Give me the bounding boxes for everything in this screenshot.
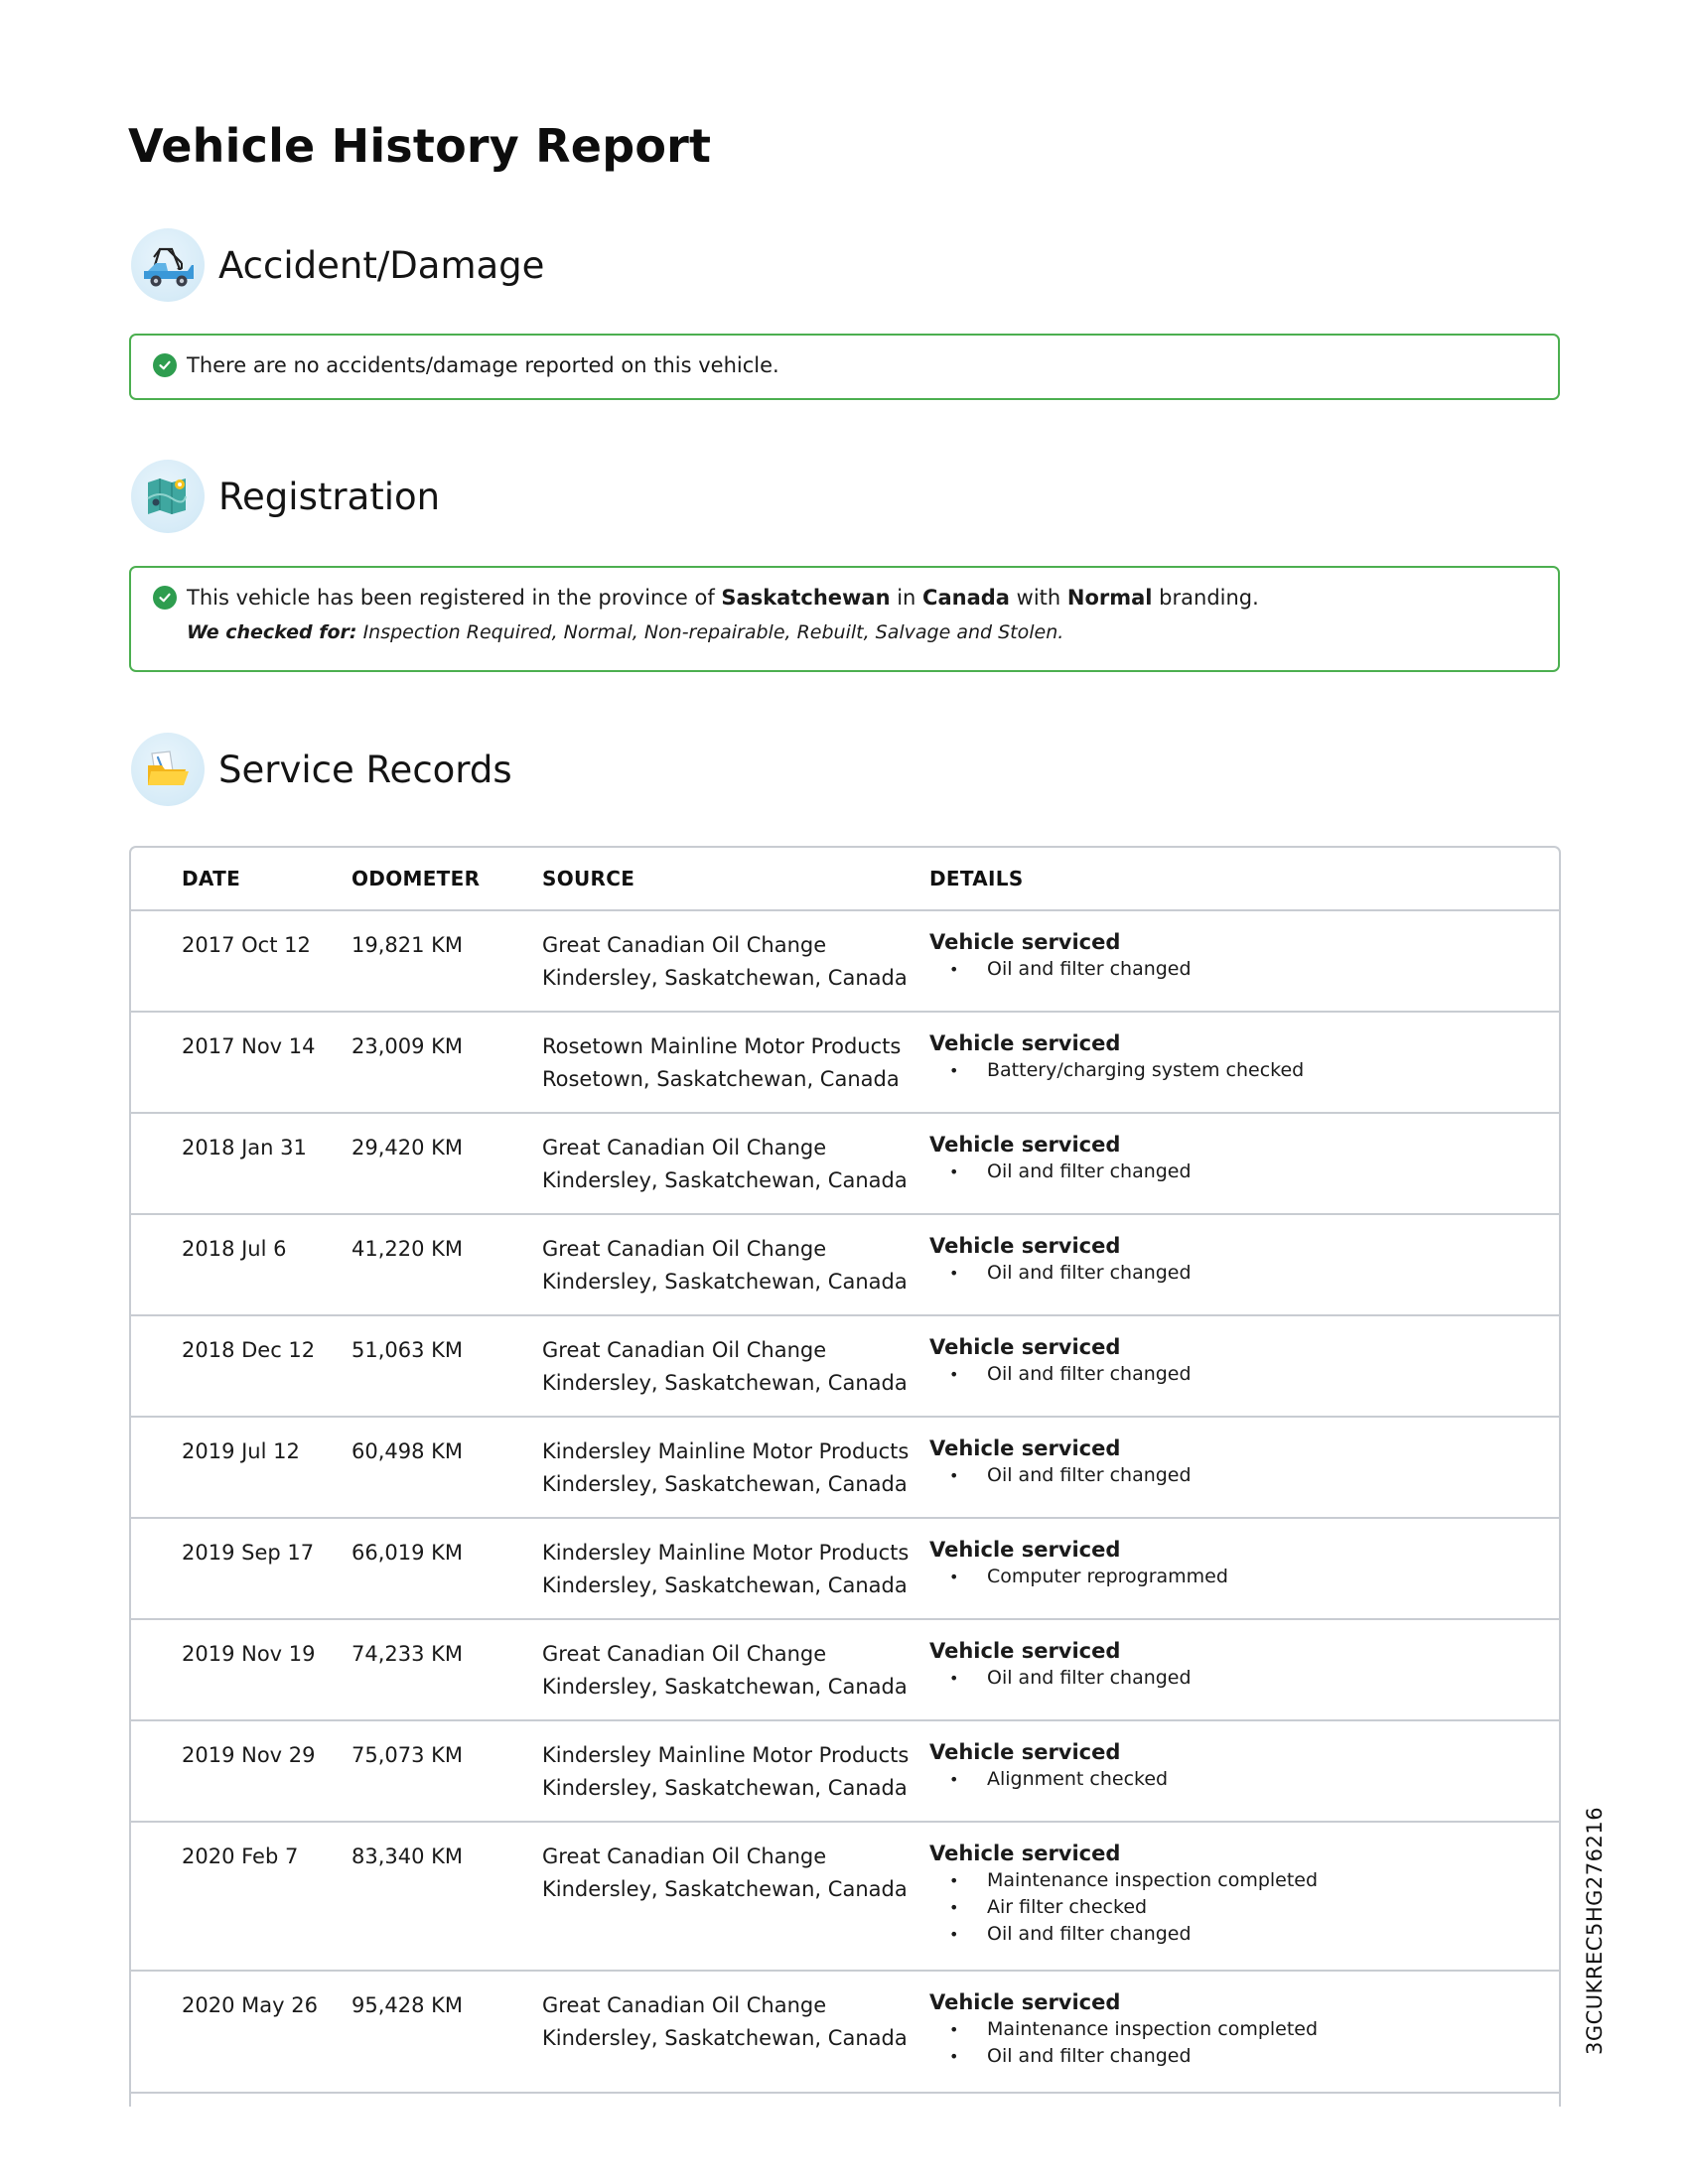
- record-odometer: 51,063 KM: [346, 1315, 540, 1417]
- detail-title: Vehicle serviced: [929, 1639, 1121, 1663]
- source-name: Great Canadian Oil Change: [542, 1993, 827, 2017]
- service-records-table: [129, 846, 1561, 2107]
- column-header-date: DATE: [131, 848, 346, 910]
- registration-country: Canada: [922, 586, 1010, 610]
- record-details: [929, 1417, 1559, 1518]
- source-name: Kindersley Mainline Motor Products: [542, 1439, 910, 1463]
- detail-title: Vehicle serviced: [929, 1436, 1121, 1460]
- record-odometer: 41,220 KM: [346, 1214, 540, 1315]
- source-location: Kindersley, Saskatchewan, Canada: [542, 1472, 908, 1496]
- record-odometer: 60,498 KM: [346, 1417, 540, 1518]
- registration-branding: Normal: [1066, 586, 1153, 610]
- record-date: 2018 Jan 31: [131, 1113, 346, 1214]
- service-section-title: Service Records: [218, 748, 512, 791]
- record-source: [540, 1113, 929, 1214]
- table-row: [131, 1012, 1559, 1113]
- detail-list: [929, 1260, 1559, 1287]
- column-header-odometer: ODOMETER: [346, 848, 540, 910]
- column-header-source: SOURCE: [540, 848, 929, 910]
- table-row: [131, 1720, 1559, 1822]
- page-title: Vehicle History Report: [128, 119, 712, 173]
- detail-item: • Oil and filter changed: [987, 2043, 1559, 2070]
- record-date: 2019 Nov 19: [131, 1619, 346, 1720]
- source-name: Great Canadian Oil Change: [542, 933, 827, 957]
- record-source: [540, 1417, 929, 1518]
- record-details: [929, 1214, 1559, 1315]
- table-row: [131, 1518, 1559, 1619]
- table-row: [131, 1417, 1559, 1518]
- source-location: Kindersley, Saskatchewan, Canada: [542, 2026, 908, 2050]
- detail-item: • Battery/charging system checked: [987, 1057, 1559, 1084]
- detail-title: Vehicle serviced: [929, 1335, 1121, 1359]
- accident-notice: [129, 334, 1560, 400]
- record-date: 2017 Nov 14: [131, 1012, 346, 1113]
- source-location: Kindersley, Saskatchewan, Canada: [542, 1270, 908, 1294]
- detail-item: • Maintenance inspection completed: [987, 2016, 1559, 2043]
- record-odometer: 74,233 KM: [346, 1619, 540, 1720]
- record-date: 2020 Feb 7: [131, 1822, 346, 1971]
- service-section-header: [131, 730, 512, 809]
- record-details: [929, 1619, 1559, 1720]
- record-details: [929, 1822, 1559, 1971]
- record-source: [540, 1214, 929, 1315]
- record-date: 2018 Dec 12: [131, 1315, 346, 1417]
- record-details: [929, 1012, 1559, 1113]
- registration-notice: [129, 566, 1560, 672]
- record-source: [540, 1619, 929, 1720]
- detail-list: [929, 1159, 1559, 1185]
- record-odometer: 29,420 KM: [346, 1113, 540, 1214]
- accident-section-title: Accident/Damage: [218, 243, 545, 287]
- map-icon: [131, 460, 205, 533]
- table-row: [131, 1971, 1559, 2093]
- record-date: 2020 May 26: [131, 1971, 346, 2093]
- record-details: [929, 910, 1559, 1012]
- source-location: Rosetown, Saskatchewan, Canada: [542, 1067, 900, 1091]
- source-location: Kindersley, Saskatchewan, Canada: [542, 1776, 908, 1800]
- record-details: [929, 1315, 1559, 1417]
- checked-for-note: We checked for: Inspection Required, Normal, Non-repairable, Rebuilt, Salvage and Stolen.: [187, 621, 1064, 643]
- detail-title: Vehicle serviced: [929, 1740, 1121, 1764]
- record-odometer: 75,073 KM: [346, 1720, 540, 1822]
- record-odometer: 95,428 KM: [346, 1971, 540, 2093]
- accident-section-header: [131, 225, 544, 305]
- source-name: Kindersley Mainline Motor Products: [542, 1541, 910, 1565]
- detail-item: • Air filter checked: [987, 1894, 1559, 1921]
- table-row: [131, 910, 1559, 1012]
- detail-item: • Oil and filter changed: [987, 1462, 1559, 1489]
- source-name: Great Canadian Oil Change: [542, 1136, 827, 1160]
- record-details: [929, 1720, 1559, 1822]
- source-location: Kindersley, Saskatchewan, Canada: [542, 1877, 908, 1901]
- record-date: 2019 Nov 29: [131, 1720, 346, 1822]
- table-row: [131, 1214, 1559, 1315]
- source-location: Kindersley, Saskatchewan, Canada: [542, 1675, 908, 1699]
- source-name: Great Canadian Oil Change: [542, 1844, 827, 1868]
- record-odometer: 83,340 KM: [346, 1822, 540, 1971]
- tow-truck-icon: [131, 228, 205, 302]
- record-odometer: 66,019 KM: [346, 1518, 540, 1619]
- source-location: Kindersley, Saskatchewan, Canada: [542, 1168, 908, 1192]
- table-row: [131, 1315, 1559, 1417]
- detail-title: Vehicle serviced: [929, 930, 1121, 954]
- record-date: 2018 Jul 6: [131, 1214, 346, 1315]
- record-details: [929, 1518, 1559, 1619]
- table-row: [131, 1822, 1559, 1971]
- record-source: [540, 1315, 929, 1417]
- registration-message: This vehicle has been registered in the province of Saskatchewan in Canada with Normal branding.: [187, 586, 1259, 610]
- source-location: Kindersley, Saskatchewan, Canada: [542, 1371, 908, 1395]
- record-details: [929, 1971, 1559, 2093]
- source-name: Great Canadian Oil Change: [542, 1642, 827, 1666]
- registration-section-title: Registration: [218, 475, 441, 518]
- record-date: 2019 Jul 12: [131, 1417, 346, 1518]
- registration-section-header: [131, 457, 440, 536]
- detail-list: [929, 1462, 1559, 1489]
- detail-list: [929, 1361, 1559, 1388]
- detail-list: [929, 956, 1559, 983]
- detail-title: Vehicle serviced: [929, 1842, 1121, 1865]
- record-date: 2017 Oct 12: [131, 910, 346, 1012]
- detail-title: Vehicle serviced: [929, 1234, 1121, 1258]
- table-row: [131, 1113, 1559, 1214]
- detail-item: • Oil and filter changed: [987, 956, 1559, 983]
- record-source: [540, 1720, 929, 1822]
- detail-item: • Maintenance inspection completed: [987, 1867, 1559, 1894]
- detail-item: • Oil and filter changed: [987, 1361, 1559, 1388]
- record-source: [540, 1822, 929, 1971]
- record-odometer: 19,821 KM: [346, 910, 540, 1012]
- record-date: 2019 Sep 17: [131, 1518, 346, 1619]
- detail-title: Vehicle serviced: [929, 1990, 1121, 2014]
- record-source: [540, 1012, 929, 1113]
- column-header-details: DETAILS: [929, 848, 1559, 910]
- check-circle-icon: [153, 586, 177, 610]
- source-name: Rosetown Mainline Motor Products: [542, 1034, 902, 1058]
- registration-province: Saskatchewan: [721, 586, 891, 610]
- detail-item: • Oil and filter changed: [987, 1159, 1559, 1185]
- detail-list: [929, 1867, 1559, 1948]
- detail-list: [929, 2016, 1559, 2070]
- detail-title: Vehicle serviced: [929, 1538, 1121, 1562]
- accident-message: There are no accidents/damage reported on this vehicle.: [187, 353, 779, 377]
- table-header-row: [131, 848, 1559, 910]
- check-circle-icon: [153, 353, 177, 377]
- table-row: [131, 1619, 1559, 1720]
- detail-title: Vehicle serviced: [929, 1133, 1121, 1157]
- vin-label: 3GCUKREC5HG276216: [1583, 1806, 1607, 2055]
- source-location: Kindersley, Saskatchewan, Canada: [542, 966, 908, 990]
- detail-list: [929, 1766, 1559, 1793]
- source-location: Kindersley, Saskatchewan, Canada: [542, 1573, 908, 1597]
- detail-item: • Computer reprogrammed: [987, 1564, 1559, 1590]
- detail-item: • Oil and filter changed: [987, 1921, 1559, 1948]
- record-odometer: 23,009 KM: [346, 1012, 540, 1113]
- detail-item: • Oil and filter changed: [987, 1665, 1559, 1692]
- record-source: [540, 1518, 929, 1619]
- detail-list: [929, 1665, 1559, 1692]
- detail-title: Vehicle serviced: [929, 1031, 1121, 1055]
- record-source: [540, 910, 929, 1012]
- folder-icon: [131, 733, 205, 806]
- source-name: Kindersley Mainline Motor Products: [542, 1743, 910, 1767]
- source-name: Great Canadian Oil Change: [542, 1237, 827, 1261]
- source-name: Great Canadian Oil Change: [542, 1338, 827, 1362]
- record-source: [540, 1971, 929, 2093]
- detail-list: [929, 1564, 1559, 1590]
- detail-list: [929, 1057, 1559, 1084]
- record-details: [929, 1113, 1559, 1214]
- detail-item: • Alignment checked: [987, 1766, 1559, 1793]
- detail-item: • Oil and filter changed: [987, 1260, 1559, 1287]
